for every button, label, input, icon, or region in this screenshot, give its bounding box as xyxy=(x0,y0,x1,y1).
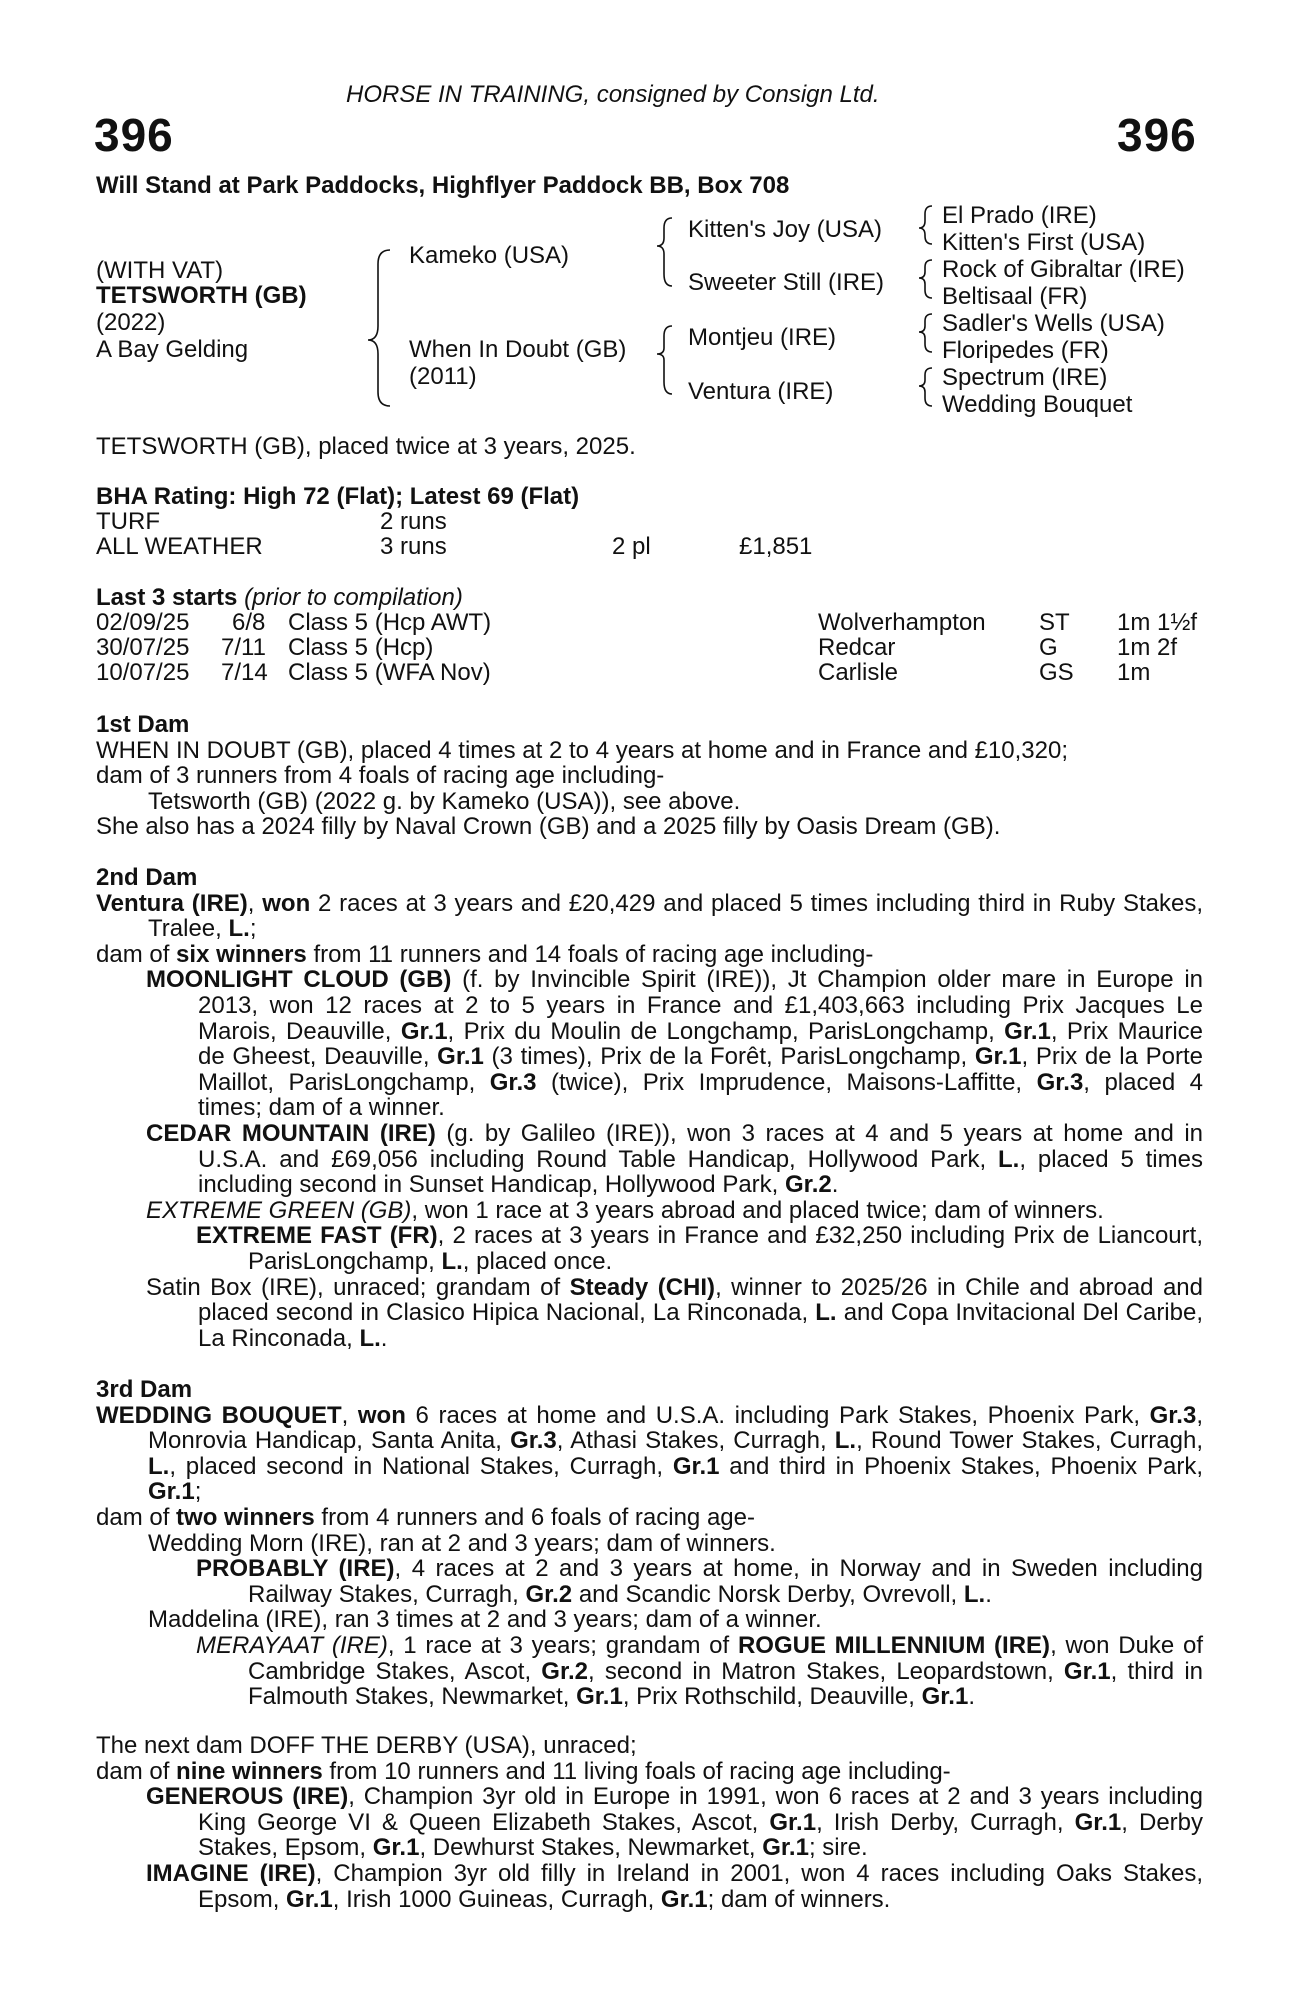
text-run: , Irish 1000 Guineas, Curragh, xyxy=(332,1885,661,1913)
text-run: (twice), Prix Imprudence, Maisons-Laffitte, xyxy=(536,1068,1037,1096)
horse-year: (2022) xyxy=(96,309,166,336)
grade-label: Gr.1 xyxy=(1063,1657,1111,1685)
horse-ref: CEDAR MOUNTAIN (IRE) xyxy=(146,1119,436,1147)
winners-count: six winners xyxy=(176,940,307,968)
produce-entry xyxy=(96,1556,1203,1607)
text-run: ; dam of winners. xyxy=(707,1885,891,1913)
next-dam-section xyxy=(96,1733,1203,1912)
text-run: , placed 5 times including second in Sunset Handicap, Hollywood Park, xyxy=(198,1145,1203,1199)
dam-year: (2011) xyxy=(409,363,477,390)
produce-entry xyxy=(96,1275,1203,1352)
grade-label: L. xyxy=(998,1145,1020,1173)
horse-ref: MERAYAAT (IRE) xyxy=(196,1631,388,1659)
text-run: ; xyxy=(194,1478,202,1506)
start-dist: 1m 1½f xyxy=(1117,609,1198,636)
rating-aw-runs: 3 runs xyxy=(380,533,447,560)
start-race: Class 5 (WFA Nov) xyxy=(288,659,491,686)
text-run: , Prix Rothschild, Deauville, xyxy=(622,1683,922,1711)
text-run: Satin Box (IRE), unraced; grandam of xyxy=(146,1273,570,1301)
text-run: , Prix de la Porte Maillot, ParisLongchamp, xyxy=(198,1043,1203,1096)
gg-3: Rock of Gibraltar (IRE) xyxy=(942,256,1185,283)
text-run: and Copa Invitacional Del Caribe, La Rinconada, xyxy=(198,1299,1204,1352)
text-run: , Irish Derby, Curragh, xyxy=(816,1808,1075,1836)
third-dam-title: 3rd Dam xyxy=(96,1376,193,1403)
produce-entry xyxy=(96,1121,1203,1198)
first-dam-produce: Tetsworth (GB) (2022 g. by Kameko (USA)), see above. xyxy=(148,787,741,815)
text-run: , Athasi Stakes, Curragh, xyxy=(556,1427,835,1455)
produce-entry xyxy=(96,967,1203,1121)
text-run: , winner to 2025/26 in Chile and abroad and placed second in Clasico Hipica Nacional, La Rinconada, xyxy=(198,1273,1204,1327)
text-run: , placed second in National Stakes, Curragh, xyxy=(169,1452,673,1480)
pedigree-braces xyxy=(0,0,1315,420)
text-run: (3 times), Prix de la Forêt, ParisLongchamp, xyxy=(483,1043,975,1071)
text-run: , Dewhurst Stakes, Newmarket, xyxy=(419,1834,763,1862)
horse-ref: WEDDING BOUQUET xyxy=(96,1401,342,1429)
consignment-line: HORSE IN TRAINING, consigned by Consign Ltd. xyxy=(346,81,880,108)
start-date: 10/07/25 xyxy=(96,659,190,686)
text-run: , placed once. xyxy=(462,1247,613,1275)
grade-label: Gr.2 xyxy=(541,1657,588,1685)
start-pos: 7/14 xyxy=(221,659,268,686)
produce-entry: Wedding Morn (IRE), ran at 2 and 3 years; dam of winners. xyxy=(148,1529,776,1557)
start-race: Class 5 (Hcp) xyxy=(288,634,434,661)
text-run: . xyxy=(985,1580,992,1608)
text-run: (f. by Invincible Spirit (IRE)), Jt Champion older mare in Europe in 2013, won 12 races at 2 to 5 years in France and £1,403,663 including Prix Jacques Le Marois, Deauville, xyxy=(198,966,1203,1045)
rating-aw-prize: £1,851 xyxy=(739,533,813,560)
text-run: from 10 runners and 11 living foals of racing age including- xyxy=(322,1757,951,1785)
sire-dam: Sweeter Still (IRE) xyxy=(688,269,885,296)
next-dam-produce-line xyxy=(96,1759,1203,1785)
grade-label: Gr.1 xyxy=(762,1834,809,1862)
produce-entry xyxy=(96,1633,1203,1710)
third-dam-entry: WEDDING BOUQUET, won 6 races at home and U.S.A. including Park Stakes, Phoenix Park, Gr.3, Monrovia Handicap, Santa Anita, Gr.3, Athasi Stakes, Curragh, L., Round Tower Stakes, Curragh, L., placed second in National Stakes, Curragh, Gr.1 and third in Phoenix Stakes, Phoenix Park, Gr.1; xyxy=(96,1401,1204,1506)
first-dam-line: dam of 3 runners from 4 foals of racing age including- xyxy=(96,762,665,790)
won-label: won xyxy=(357,1401,406,1429)
start-course: Redcar xyxy=(818,634,896,661)
text-run: , Champion 3yr old in Europe in 1991, won 6 races at 2 and 3 years including King George VI & Queen Elizabeth Stakes, Ascot, xyxy=(198,1783,1204,1836)
grade-label: L. xyxy=(834,1427,857,1455)
produce-entry xyxy=(96,1784,1203,1861)
second-dam-produce-line xyxy=(96,942,1203,968)
text-run: ; sire. xyxy=(808,1834,868,1862)
gg-7: Spectrum (IRE) xyxy=(942,364,1108,391)
text-run: from 11 runners and 14 foals of racing age including- xyxy=(306,940,874,968)
horse-ref: EXTREME GREEN (GB) xyxy=(146,1196,412,1224)
horse-ref: GENEROUS (IRE) xyxy=(146,1783,349,1811)
grade-label: Gr.3 xyxy=(510,1427,557,1455)
grade-label: Gr.1 xyxy=(672,1452,720,1480)
text-run: , Prix du Moulin de Longchamp, ParisLongchamp, xyxy=(447,1017,1005,1045)
start-dist: 1m 2f xyxy=(1117,634,1178,661)
horse-ref: PROBABLY (IRE) xyxy=(196,1555,395,1583)
text-run: ; xyxy=(249,915,257,943)
first-dam-line: WHEN IN DOUBT (GB), placed 4 times at 2 to 4 years at home and in France and £10,320; xyxy=(96,736,1068,764)
rating-turf-runs: 2 runs xyxy=(380,508,447,535)
start-going: G xyxy=(1039,634,1058,661)
bha-rating: BHA Rating: High 72 (Flat); Latest 69 (Flat) xyxy=(96,483,580,510)
grade-label: L. xyxy=(963,1580,986,1608)
text-run: , won 1 race at 3 years abroad and placed twice; dam of winners. xyxy=(411,1196,1104,1224)
start-date: 02/09/25 xyxy=(96,609,190,636)
grade-label: Gr.3 xyxy=(489,1068,537,1096)
grade-label: Gr.1 xyxy=(372,1834,420,1862)
grade-label: Gr.1 xyxy=(1074,1808,1122,1836)
text-run: 6 races at home and U.S.A. including Park Stakes, Phoenix Park, xyxy=(405,1401,1150,1429)
text-run: (g. by Galileo (IRE)), won 3 races at 4 and 5 years at home and in U.S.A. and £69,056 including Round Table Handicap, Hollywood Park, xyxy=(198,1119,1204,1173)
text-run: , 4 races at 2 and 3 years at home, in Norway and in Sweden including Railway Stakes, Curragh, xyxy=(248,1555,1203,1608)
first-dam-line: She also has a 2024 filly by Naval Crown (GB) and a 2025 filly by Oasis Dream (GB). xyxy=(96,813,1001,841)
dam-dam: Ventura (IRE) xyxy=(688,378,834,405)
horse-name: TETSWORTH (GB) xyxy=(96,282,307,309)
text-run: 2 races at 3 years and £20,429 and placed 5 times including third in Ruby Stakes, Tralee, xyxy=(148,889,1203,943)
sire-name: Kameko (USA) xyxy=(409,242,570,269)
first-dam-section xyxy=(96,712,1203,840)
text-run: , 1 race at 3 years; grandam of xyxy=(387,1631,738,1659)
text-run: and third in Phoenix Stakes, Phoenix Park, xyxy=(719,1452,1203,1480)
start-dist: 1m xyxy=(1117,659,1151,686)
grade-label: Gr.3 xyxy=(1149,1401,1197,1429)
next-dam-line: The next dam DOFF THE DERBY (USA), unraced; xyxy=(96,1732,637,1759)
grade-label: Gr.1 xyxy=(1004,1017,1051,1045)
start-pos: 6/8 xyxy=(232,609,266,636)
grade-label: Gr.1 xyxy=(769,1808,817,1836)
start-going: ST xyxy=(1039,609,1070,636)
rating-aw-placed: 2 pl xyxy=(612,533,651,560)
last-starts-title: Last 3 starts xyxy=(96,584,238,611)
gg-1: El Prado (IRE) xyxy=(942,202,1097,229)
horse-ref: Ventura (IRE) xyxy=(96,889,248,917)
vat-note: (WITH VAT) xyxy=(96,257,224,284)
text-run: , Derby Stakes, Epsom, xyxy=(198,1808,1204,1862)
winners-count: two winners xyxy=(176,1503,315,1531)
rating-turf-surface: TURF xyxy=(96,508,160,535)
text-run: , Champion 3yr old filly in Ireland in 2001, won 4 races including Oaks Stakes, Epsom, xyxy=(198,1859,1203,1913)
grade-label: Gr.2 xyxy=(525,1580,573,1608)
start-going: GS xyxy=(1039,659,1074,686)
dam-name: When In Doubt (GB) xyxy=(409,336,627,363)
horse-description: A Bay Gelding xyxy=(96,336,249,363)
second-dam-title: 2nd Dam xyxy=(96,864,198,891)
text-run: dam of xyxy=(96,1757,177,1785)
horse-ref: ROGUE MILLENNIUM (IRE) xyxy=(737,1631,1051,1659)
lot-number-right: 396 xyxy=(1117,109,1197,161)
produce-entry xyxy=(96,1861,1203,1912)
second-dam-entry: Ventura (IRE), won 2 races at 3 years and £20,429 and placed 5 times including third in Ruby Stakes, Tralee, L.; xyxy=(96,889,1203,943)
produce-entry xyxy=(96,1198,1203,1224)
text-run: , placed 4 times; dam of a winner. xyxy=(198,1068,1203,1122)
dam-sire: Montjeu (IRE) xyxy=(688,324,837,351)
text-run: from 4 runners and 6 foals of racing age- xyxy=(314,1503,755,1531)
grade-label: L. xyxy=(359,1324,381,1352)
last-starts-heading xyxy=(96,585,463,610)
start-course: Wolverhampton xyxy=(818,609,986,636)
start-date: 30/07/25 xyxy=(96,634,190,661)
text-run: , Round Tower Stakes, Curragh, xyxy=(856,1427,1204,1455)
gg-4: Beltisaal (FR) xyxy=(942,283,1088,310)
grade-label: L. xyxy=(228,915,250,943)
grade-label: L. xyxy=(441,1247,463,1275)
stand-location: Will Stand at Park Paddocks, Highflyer Paddock BB, Box 708 xyxy=(96,172,790,199)
text-run: . xyxy=(831,1171,839,1199)
grade-label: Gr.1 xyxy=(400,1017,448,1045)
text-run: , won Duke of Cambridge Stakes, Ascot, xyxy=(248,1631,1204,1685)
grade-label: Gr.1 xyxy=(660,1885,708,1913)
text-run: , 2 races at 3 years in France and £32,250 including Prix de Liancourt, ParisLongchamp, xyxy=(248,1222,1203,1275)
text-run: dam of xyxy=(96,1503,177,1531)
text-run: dam of xyxy=(96,940,177,968)
third-dam-produce-line xyxy=(96,1505,1203,1531)
grade-label: Gr.1 xyxy=(148,1478,195,1506)
text-run: , Prix Maurice de Gheest, Deauville, xyxy=(198,1017,1203,1071)
last-starts-subtitle: (prior to compilation) xyxy=(244,584,463,611)
grade-label: Gr.1 xyxy=(921,1683,969,1711)
text-run: , Monrovia Handicap, Santa Anita, xyxy=(148,1401,1203,1455)
gg-8: Wedding Bouquet xyxy=(942,391,1133,418)
horse-ref: IMAGINE (IRE) xyxy=(146,1859,316,1887)
lot-number-left: 396 xyxy=(94,109,174,161)
text-run: , second in Matron Stakes, Leopardstown, xyxy=(588,1657,1064,1685)
second-dam-section xyxy=(96,865,1203,1351)
text-run: and Scandic Norsk Derby, Ovrevoll, xyxy=(572,1580,964,1608)
rating-aw-surface: ALL WEATHER xyxy=(96,533,263,560)
text-run: . xyxy=(380,1324,388,1352)
gg-6: Floripedes (FR) xyxy=(942,337,1109,364)
grade-label: Gr.1 xyxy=(974,1043,1022,1071)
won-label: won xyxy=(262,889,311,917)
grade-label: L. xyxy=(148,1452,170,1480)
produce-entry xyxy=(96,1223,1203,1274)
horse-ref: EXTREME FAST (FR) xyxy=(196,1222,438,1250)
grade-label: Gr.1 xyxy=(576,1683,623,1711)
horse-ref: Steady (CHI) xyxy=(569,1273,716,1301)
start-race: Class 5 (Hcp AWT) xyxy=(288,609,492,636)
gg-2: Kitten's First (USA) xyxy=(942,229,1146,256)
third-dam-section xyxy=(96,1377,1203,1710)
gg-5: Sadler's Wells (USA) xyxy=(942,310,1165,337)
race-summary: TETSWORTH (GB), placed twice at 3 years, 2025. xyxy=(96,433,636,460)
grade-label: Gr.3 xyxy=(1036,1068,1084,1096)
horse-ref: MOONLIGHT CLOUD (GB) xyxy=(146,966,452,994)
winners-count: nine winners xyxy=(176,1757,323,1785)
start-course: Carlisle xyxy=(818,659,899,686)
text-run: , third in Falmouth Stakes, Newmarket, xyxy=(248,1657,1203,1711)
start-pos: 7/11 xyxy=(221,634,266,661)
grade-label: Gr.1 xyxy=(286,1885,333,1913)
grade-label: L. xyxy=(815,1299,837,1327)
grade-label: Gr.1 xyxy=(437,1043,484,1071)
grade-label: Gr.2 xyxy=(785,1171,832,1199)
sire-sire: Kitten's Joy (USA) xyxy=(688,216,882,243)
first-dam-title: 1st Dam xyxy=(96,711,190,738)
text-run: . xyxy=(968,1683,975,1711)
produce-entry: Maddelina (IRE), ran 3 times at 2 and 3 years; dam of a winner. xyxy=(148,1606,822,1634)
